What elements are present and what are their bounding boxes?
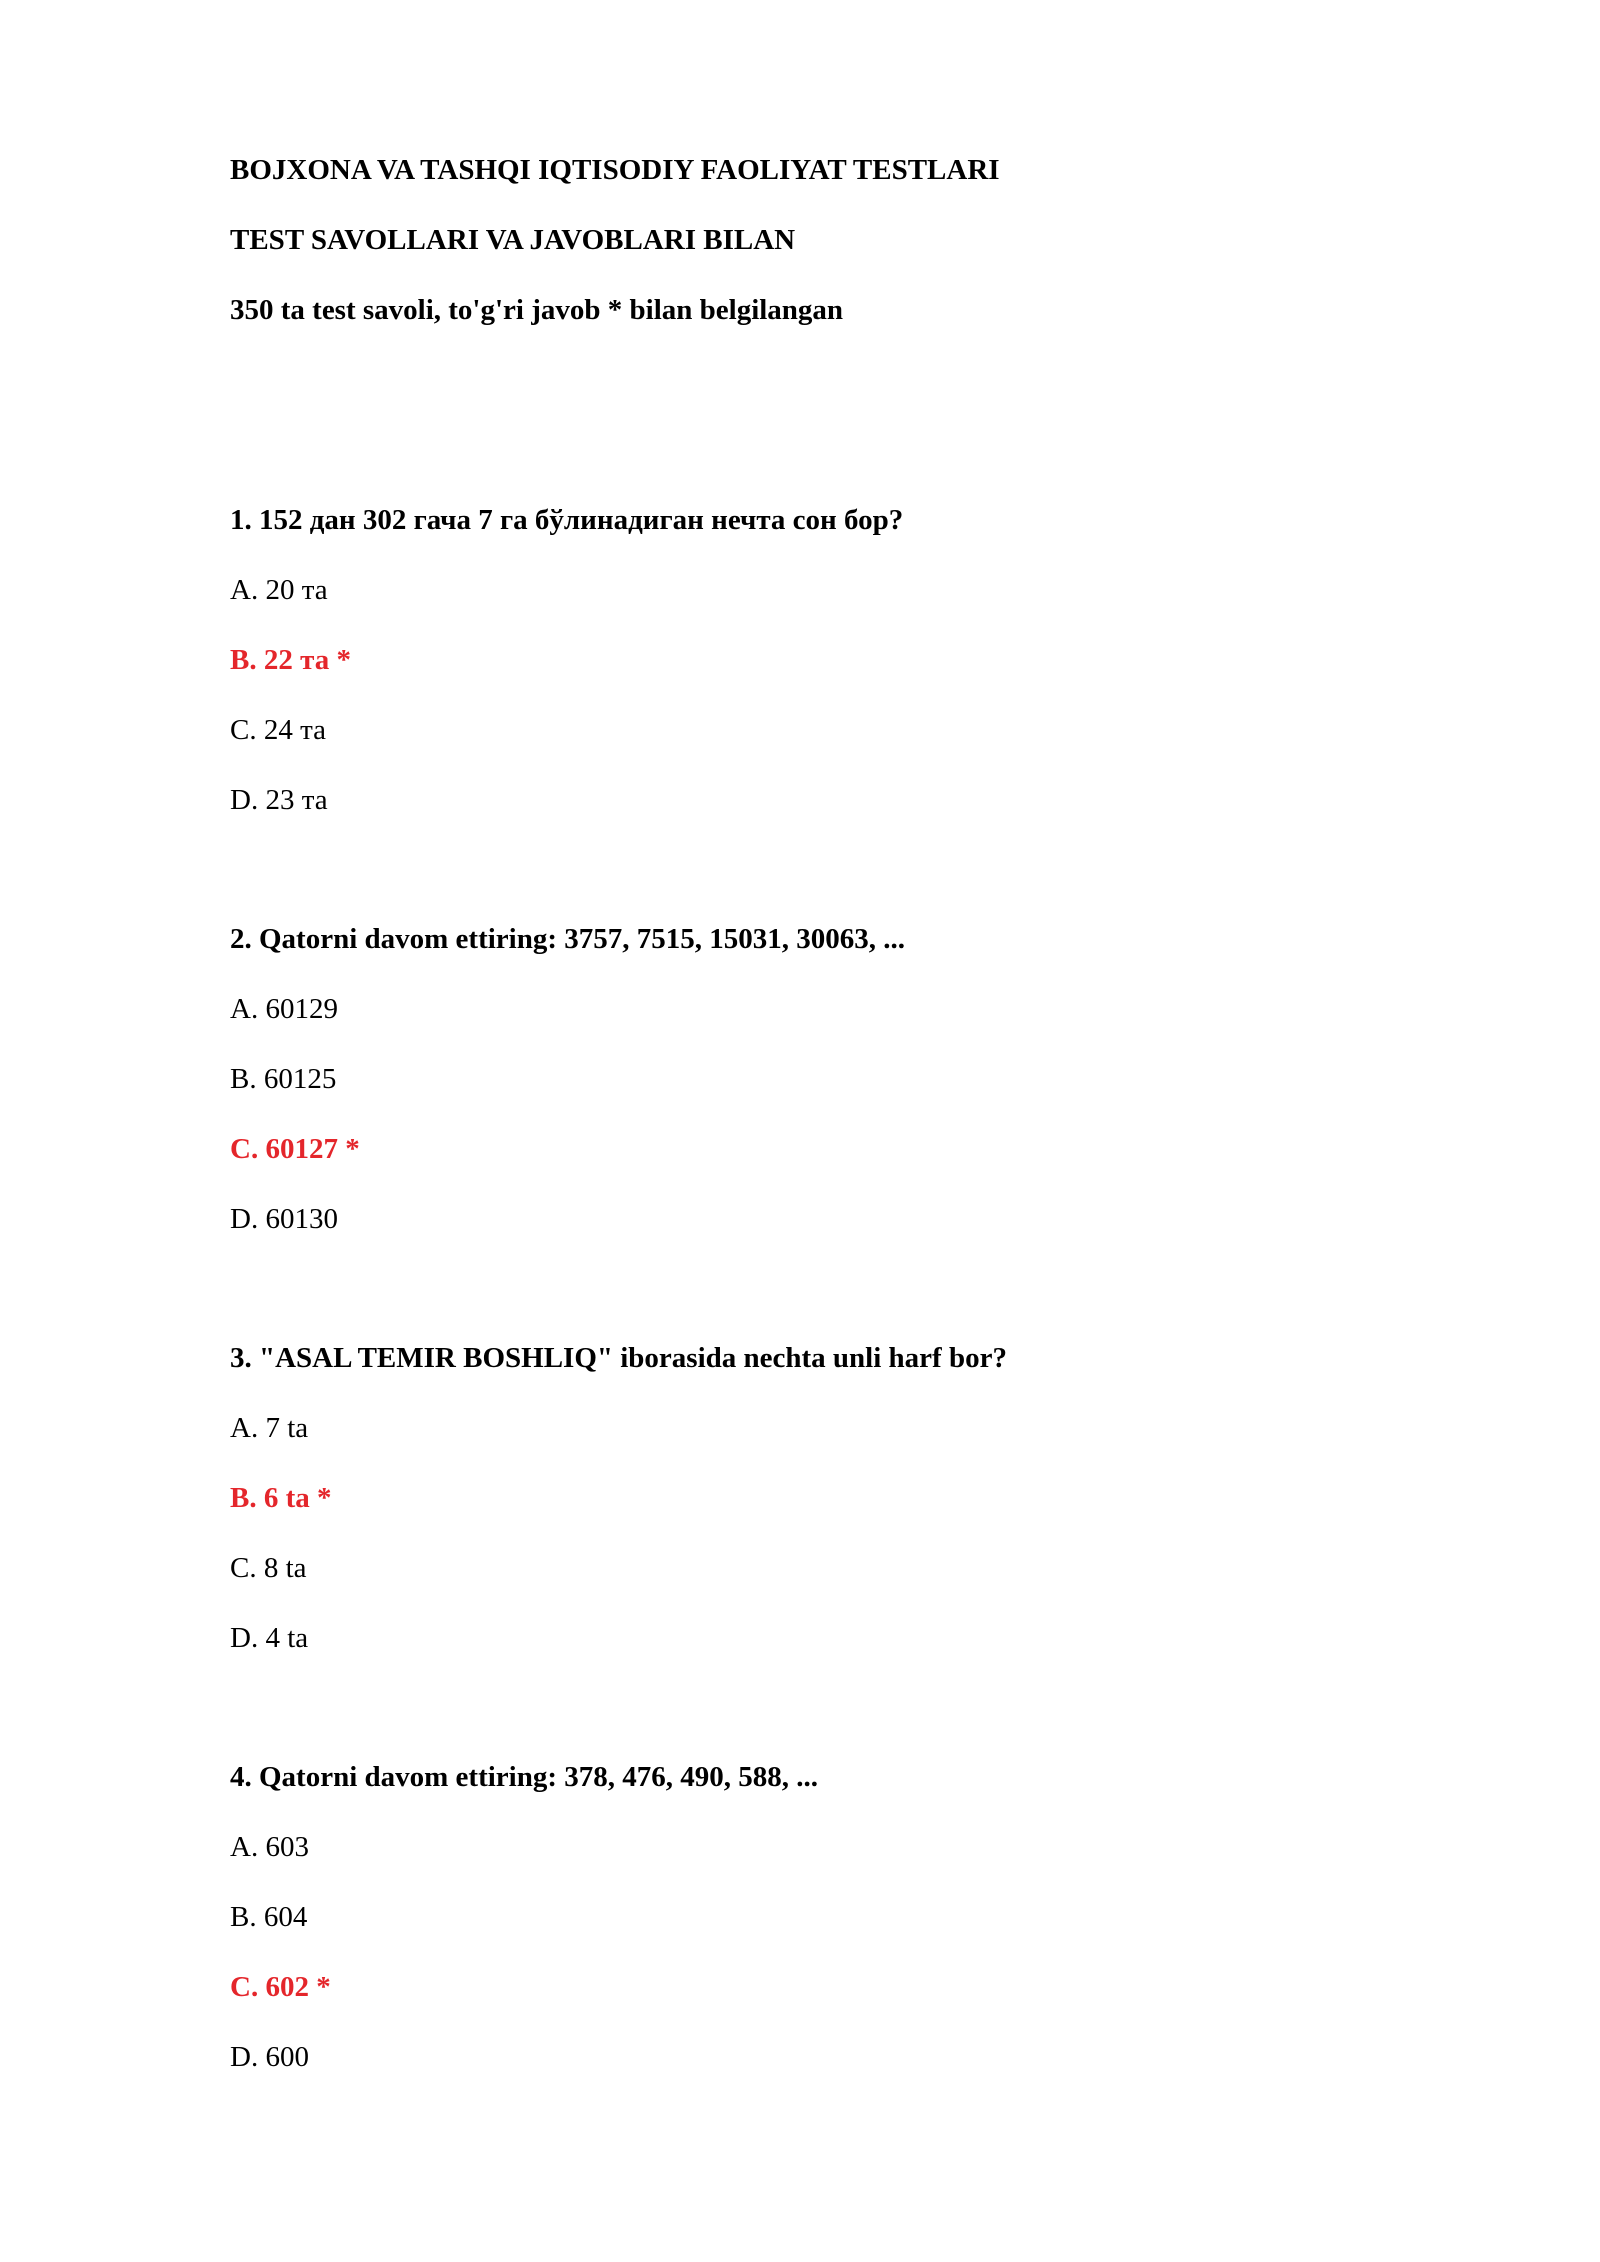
question-2-option-a: A. 60129 <box>230 993 338 1025</box>
question-1-option-d: D. 23 та <box>230 784 328 816</box>
question-3-option-a: A. 7 ta <box>230 1412 309 1444</box>
question-4-text: 4. Qatorni davom ettiring: 378, 476, 490, 588, ... <box>230 1761 819 1793</box>
question-1-text: 1. 152 дан 302 гача 7 га бўлинадиган нечта сон бор? <box>230 504 904 536</box>
document-subtitle: TEST SAVOLLARI VA JAVOBLARI BILAN <box>230 224 796 256</box>
question-3-text: 3. "ASAL TEMIR BOSHLIQ" iborasida nechta unli harf bor? <box>230 1342 1007 1374</box>
document-title: BOJXONA VA TASHQI IQTISODIY FAOLIYAT TESTLARI <box>230 154 1000 186</box>
document-note: 350 ta test savoli, to'g'ri javob * bilan belgilangan <box>230 294 844 326</box>
question-3-option-b-correct: B. 6 ta * <box>230 1482 332 1514</box>
question-2-option-b: B. 60125 <box>230 1063 337 1095</box>
question-2-option-d: D. 60130 <box>230 1203 338 1235</box>
question-1-option-b-correct: B. 22 та * <box>230 644 351 676</box>
question-2-text: 2. Qatorni davom ettiring: 3757, 7515, 15031, 30063, ... <box>230 923 906 955</box>
question-1-option-c: C. 24 та <box>230 714 326 746</box>
question-3-option-d: D. 4 ta <box>230 1622 309 1654</box>
question-4-option-c-correct: C. 602 * <box>230 1971 331 2003</box>
question-2-option-c-correct: C. 60127 * <box>230 1133 360 1165</box>
question-4-option-d: D. 600 <box>230 2041 309 2073</box>
question-1-option-a: A. 20 та <box>230 574 328 606</box>
question-4-option-a: A. 603 <box>230 1831 309 1863</box>
question-4-option-b: B. 604 <box>230 1901 308 1933</box>
question-3-option-c: C. 8 ta <box>230 1552 307 1584</box>
